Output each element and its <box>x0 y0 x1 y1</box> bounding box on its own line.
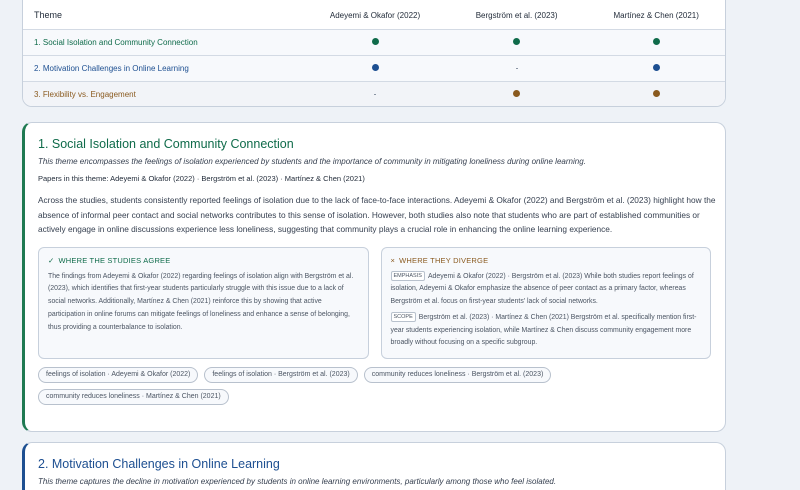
matrix-row-theme-3[interactable] <box>23 81 725 107</box>
theme-description: This theme encompasses the feelings of isolation experienced by students and the importance of community in mitigating loneliness during online learning. <box>38 157 586 166</box>
agree-heading-text: WHERE THE STUDIES AGREE <box>58 255 171 265</box>
theme-papers <box>38 174 711 183</box>
theme-synthesis: Across the studies, students consistently reported feelings of isolation due to the lack of face-to-face interactions. Adeyemi & Okafor (2022) and Bergström et al. (2023) highlight how the absence of informal peer contact and social networks contributes to this sense of isolation. However, both studies also note that students who are part of established communities or actively engage in online discussions experience less loneliness, suggesting that community plays a crucial role in enhancing the online learning experience. <box>38 195 716 234</box>
evidence-chip[interactable]: feelings of isolation · Bergström et al. (2023) <box>204 367 357 383</box>
agree-heading <box>48 256 359 265</box>
diverge-item <box>391 312 702 350</box>
agree-panel <box>38 247 369 359</box>
diverge-item <box>391 271 702 309</box>
theme-card-2 <box>22 442 726 490</box>
agree-text: The findings from Adeyemi & Okafor (2022) regarding feelings of isolation align with Bergström et al. (2023), which identifies that first-year students particularly struggle with this issue due to a lack of social networks. Additionally, Martínez & Chen (2021) reinforce this by showing that active participation in online forums can mitigate feelings of loneliness and enhance a sense of belonging, thus providing a counterbalance to isolation. <box>48 272 354 331</box>
diverge-item-text: Bergström et al. (2023) · Martínez & Chen (2021) Bergström et al. specifically mention first-year students experiencing isolation, while Martínez & Chen discuss community engagement more broadly without focusing on a specific subgroup. <box>390 313 697 347</box>
no-coverage-dash-icon <box>516 68 518 69</box>
divergence-type-badge: EMPHASIS <box>391 271 425 281</box>
matrix-theme-link[interactable]: 3. Flexibility vs. Engagement <box>34 90 136 99</box>
evidence-chip[interactable]: community reduces loneliness · Bergström et al. (2023) <box>364 367 552 383</box>
coverage-dot-icon <box>653 64 660 71</box>
divergence-type-badge: SCOPE <box>391 312 416 322</box>
matrix-header-paper-2: Bergström et al. (2023) <box>475 10 558 20</box>
matrix-row-theme-1[interactable] <box>23 29 725 55</box>
diverge-item-text: Adeyemi & Okafor (2022) · Bergström et al. (2023) While both studies report feelings of isolation, Adeyemi & Okafor emphasize the absence of peer contact as a primary factor, whereas Bergström et al. focus on first-year students' lack of social networks. <box>390 272 694 306</box>
coverage-dot-icon <box>653 90 660 97</box>
comparison-panels <box>38 247 711 359</box>
check-icon: ✓ <box>48 255 55 265</box>
papers-list: Adeyemi & Okafor (2022) · Bergström et al. (2023) · Martínez & Chen (2021) <box>110 174 365 183</box>
evidence-chip[interactable]: feelings of isolation · Adeyemi & Okafor (2022) <box>38 367 198 383</box>
diverge-heading-text: WHERE THEY DIVERGE <box>399 255 489 265</box>
papers-label: Papers in this theme: <box>38 174 109 183</box>
no-coverage-dash-icon <box>374 94 376 95</box>
matrix-header-row <box>23 0 725 29</box>
matrix-header-paper-1: Adeyemi & Okafor (2022) <box>329 10 421 20</box>
matrix-header-paper-3: Martínez & Chen (2021) <box>613 10 699 20</box>
diverge-heading <box>391 256 702 265</box>
matrix-theme-link[interactable]: 2. Motivation Challenges in Online Learning <box>34 64 189 73</box>
coverage-dot-icon <box>653 38 660 45</box>
coverage-dot-icon <box>372 38 379 45</box>
cross-icon: × <box>390 255 396 265</box>
matrix-header-theme: Theme <box>34 10 63 20</box>
matrix-theme-link[interactable]: 1. Social Isolation and Community Connection <box>34 38 198 47</box>
theme-paper-matrix <box>22 0 726 107</box>
matrix-row-theme-2[interactable] <box>23 55 725 81</box>
theme-card-1 <box>22 122 726 432</box>
evidence-chip[interactable]: community reduces loneliness · Martínez & Chen (2021) <box>38 389 229 405</box>
theme-title: 2. Motivation Challenges in Online Learning <box>38 457 280 471</box>
theme-title: 1. Social Isolation and Community Connection <box>38 137 294 151</box>
coverage-dot-icon <box>513 90 520 97</box>
coverage-dot-icon <box>513 38 520 45</box>
evidence-chips <box>38 367 638 405</box>
diverge-panel <box>381 247 712 359</box>
coverage-dot-icon <box>372 64 379 71</box>
theme-description: This theme captures the decline in motivation experienced by students in online learning environments, particularly among those who feel isolated. <box>38 477 557 486</box>
